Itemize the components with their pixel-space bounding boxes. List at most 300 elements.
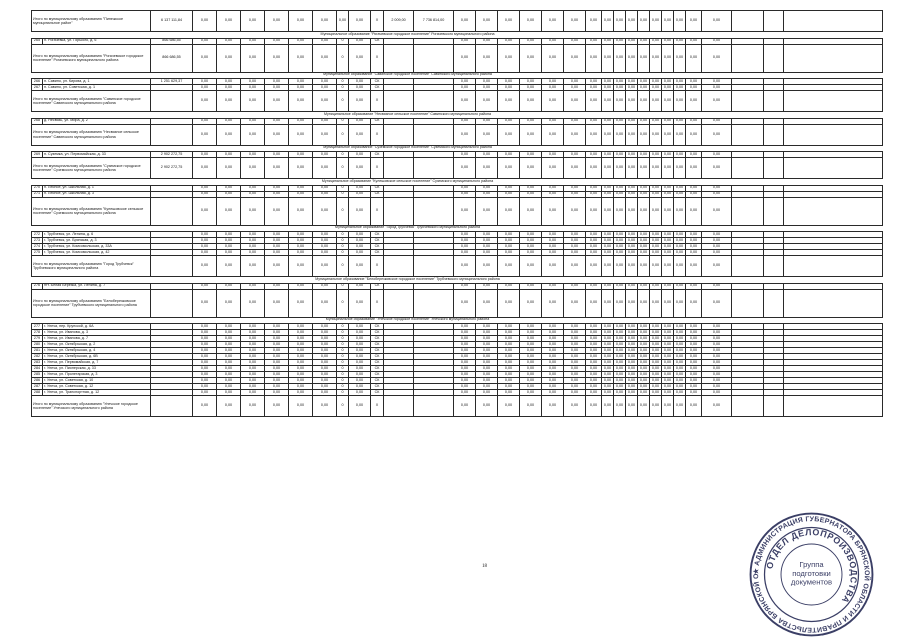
subtotal-value-cell: 0,00 [650,256,662,277]
subtotal-value-cell: 0,00 [289,289,313,317]
value-cell: 0,00 [241,330,265,336]
subtotal-value-cell [732,91,764,112]
value-cell: 0,00 [349,342,371,348]
value-cell: 0,00 [564,185,586,191]
value-cell: 0,00 [542,330,564,336]
subtotal-value-cell: 0,00 [520,197,542,225]
value-cell: 0,00 [265,348,289,354]
value-cell: 0,00 [476,354,498,360]
subtotal-value-cell: 0,00 [602,11,614,32]
value-cell: 0,00 [674,185,686,191]
value-cell: 0,00 [520,324,542,330]
value-cell: 0,00 [241,342,265,348]
value-cell: 0,00 [586,354,602,360]
subtotal-value-cell: 0,00 [586,289,602,317]
municipality-title: Муниципальное образование "Несвязное сельское поселение" Савинского муниципального района [32,112,784,119]
subtotal-value-cell [764,158,784,179]
subtotal-value-cell: 0,00 [586,256,602,277]
value-cell: 0,00 [602,354,614,360]
value-cell: 0,00 [454,366,476,372]
subtotal-value-cell: 0,00 [476,91,498,112]
row-number-cell: 269 [32,152,43,158]
value-cell: 0,00 [217,378,241,384]
value-cell: 0,00 [650,324,662,330]
address-cell: п. Суземка, ул. Первомайская, д. 33 [43,152,151,158]
value-cell: 0,00 [476,342,498,348]
value-cell: 0 [337,191,349,197]
value-cell: 0,00 [702,354,732,360]
value-cell: 0,00 [498,390,520,396]
value-cell: 0,00 [602,372,614,378]
subtotal-value-cell: 0,00 [454,11,476,32]
value-cell: 0,00 [650,244,662,250]
subtotal-value-cell: 0,00 [650,396,662,417]
subtotal-value-cell [151,396,193,417]
value-cell: 0,00 [564,372,586,378]
subtotal-label-cell: Итого по муниципальному образованию "Унечское городское поселение" Унечского муниципального района [32,396,151,417]
value-cell: 0,00 [586,360,602,366]
row-number-cell: 280 [32,342,43,348]
value-cell: 0,00 [674,152,686,158]
subtotal-value-cell: 0,00 [614,197,626,225]
value-cell: 0,00 [564,118,586,124]
value-cell: 0,00 [520,330,542,336]
value-cell: 0,00 [586,330,602,336]
value-cell: 0,00 [265,118,289,124]
subtotal-value-cell: 0,00 [674,289,686,317]
value-cell: 0,00 [217,152,241,158]
address-cell: пгт. Белая Березка, ул. Ленина, д. 7 [43,283,151,289]
value-cell: 0,00 [564,360,586,366]
subtotal-value-cell: 0,00 [564,91,586,112]
value-cell: 0,00 [313,185,337,191]
subtotal-value-cell [384,396,414,417]
value-cell: 0,00 [702,324,732,330]
subtotal-value-cell: 0,00 [476,256,498,277]
value-cell: 0,00 [686,191,702,197]
value-cell: 0,00 [498,191,520,197]
subtotal-value-cell [784,91,883,112]
value-cell: 0,00 [289,324,313,330]
value-cell: 0,00 [602,152,614,158]
subtotal-value-cell [764,396,784,417]
value-cell: 0,00 [614,348,626,354]
value-cell: 0,00 [626,378,638,384]
value-cell: 0,00 [498,238,520,244]
value-cell: 0,00 [454,250,476,256]
subtotal-value-cell [784,44,883,72]
value-cell: 0,00 [602,85,614,91]
value-cell: 0,00 [686,238,702,244]
address-cell: п. Лесное, ул. Школьная, д. 3 [43,191,151,197]
value-cell: 0,00 [193,390,217,396]
value-cell: 0,00 [454,232,476,238]
subtotal-value-cell: 0,00 [217,124,241,145]
value-cell: 0,00 [602,79,614,85]
subtotal-value-cell [414,158,454,179]
subtotal-value-cell: 0,00 [674,256,686,277]
value-cell: 0,00 [313,85,337,91]
value-cell: 0,00 [454,330,476,336]
value-cell: 0,00 [454,324,476,330]
value-cell: 0,00 [686,152,702,158]
value-cell: 0,00 [476,336,498,342]
value-cell: 0,00 [193,85,217,91]
value-cell: 0,00 [638,118,650,124]
subtotal-value-cell: 0,00 [289,44,313,72]
municipality-title: Муниципальное образование "Город Трубчевск" Трубчевского муниципального района [32,225,784,232]
value-cell: 0,00 [520,191,542,197]
address-cell: г. Унеча, ул. Советская, д. 10 [43,378,151,384]
value-cell: 0,00 [702,118,732,124]
subtotal-value-cell: 0,00 [702,158,732,179]
subtotal-label-cell: Итого по муниципальному образованию "Рогачевское городское поселение" Рогачевского муниципального района [32,44,151,72]
value-cell: СК [371,152,384,158]
value-cell: 0,00 [602,336,614,342]
value-cell: 0,00 [686,354,702,360]
value-cell: 0,00 [614,185,626,191]
value-cell: 0,00 [662,283,674,289]
value-cell: 0,00 [674,390,686,396]
value-cell: 0,00 [626,191,638,197]
value-cell: 0,00 [289,348,313,354]
subtotal-value-cell: 0,00 [265,396,289,417]
subtotal-value-cell: 0,00 [586,197,602,225]
value-cell: 0,00 [686,378,702,384]
value-cell: 0,00 [614,38,626,44]
row-number-cell: 279 [32,336,43,342]
municipality-title: Муниципальное образование "Савинское городское поселение" Савинского муниципального района [32,72,784,79]
value-cell: 0,00 [217,244,241,250]
value-cell: 0,00 [650,372,662,378]
value-cell: 0 [337,360,349,366]
value-cell: 0,00 [638,324,650,330]
subtotal-value-cell: 0,00 [454,124,476,145]
value-cell: 0,00 [476,250,498,256]
subtotal-value-cell: 0,00 [686,11,702,32]
value-cell: 0,00 [686,118,702,124]
value-cell: 0,00 [265,378,289,384]
value-cell: 0,00 [313,232,337,238]
value-cell: 0,00 [265,191,289,197]
value-cell: 0,00 [602,342,614,348]
value-cell: 0 [337,354,349,360]
value-cell: 0,00 [626,185,638,191]
value-cell: 0,00 [542,118,564,124]
value-cell: 0,00 [520,152,542,158]
value-cell: 0,00 [626,390,638,396]
svg-text:ОТДЕЛ ДЕЛОПРОИЗВОДСТВА: ОТДЕЛ ДЕЛОПРОИЗВОДСТВА [764,526,859,606]
address-cell: г. Унеча, ул. Транспортная, д. 12 [43,390,151,396]
subtotal-value-cell: 0,00 [498,197,520,225]
value-cell: 0,00 [265,250,289,256]
value-cell: 0,00 [313,360,337,366]
value-cell: 0,00 [313,79,337,85]
value-cell: 0,00 [638,330,650,336]
value-cell: 0 [337,366,349,372]
value-cell: СК [371,191,384,197]
subtotal-value-cell [414,124,454,145]
value-cell: 0,00 [614,324,626,330]
value-cell: 0,00 [476,191,498,197]
value-cell: 0,00 [476,85,498,91]
value-cell: 0,00 [662,79,674,85]
value-cell: 0,00 [289,152,313,158]
value-cell: 0 [337,244,349,250]
subtotal-value-cell: 0,00 [193,124,217,145]
row-number-cell: 281 [32,348,43,354]
value-cell: 0,00 [614,336,626,342]
value-cell: 0,00 [476,330,498,336]
value-cell: 0,00 [686,390,702,396]
value-cell: СК [371,250,384,256]
value-cell: 0,00 [542,283,564,289]
value-cell: 0,00 [454,384,476,390]
value-cell: 0,00 [674,85,686,91]
value-cell: 0,00 [602,384,614,390]
value-cell: 0,00 [638,185,650,191]
subtotal-value-cell: 0,00 [626,256,638,277]
value-cell: 0,00 [702,191,732,197]
subtotal-value-cell: 0,00 [241,11,265,32]
value-cell: 0,00 [686,85,702,91]
value-cell: 0,00 [686,366,702,372]
value-cell: 0,00 [614,244,626,250]
value-cell: 0,00 [241,118,265,124]
subtotal-value-cell: 0,00 [638,158,650,179]
value-cell: 0,00 [289,118,313,124]
value-cell: 0,00 [313,238,337,244]
value-cell: 0,00 [542,152,564,158]
value-cell: 0,00 [193,191,217,197]
subtotal-value-cell: 0,00 [702,91,732,112]
value-cell: 0,00 [542,336,564,342]
value-cell: 0 [337,232,349,238]
value-cell: 0,00 [349,324,371,330]
subtotal-value-cell: 2 902 272,75 [151,158,193,179]
subtotal-value-cell: 0,00 [662,197,674,225]
row-number-cell: 285 [32,372,43,378]
value-cell: 0,00 [454,118,476,124]
value-cell: 0,00 [520,85,542,91]
value-cell: СК [371,185,384,191]
subtotal-value-cell: X [371,158,384,179]
subtotal-value-cell: 0,00 [542,158,564,179]
value-cell: 0,00 [289,79,313,85]
value-cell: 0,00 [662,330,674,336]
value-cell: 0,00 [638,191,650,197]
value-cell: 0,00 [564,378,586,384]
subtotal-value-cell: 0,00 [650,124,662,145]
value-cell: 1 251 629,37 [151,79,193,85]
value-cell: 0 [337,250,349,256]
value-cell: 0,00 [217,38,241,44]
value-cell: 0,00 [542,250,564,256]
value-cell: 0,00 [289,38,313,44]
subtotal-value-cell [732,158,764,179]
subtotal-value-cell: 0,00 [586,124,602,145]
value-cell: 0,00 [265,366,289,372]
value-cell: 0,00 [686,250,702,256]
value-cell: 0,00 [349,38,371,44]
subtotal-value-cell: 0,00 [520,396,542,417]
value-cell: 0,00 [614,330,626,336]
subtotal-value-cell: 0,00 [498,396,520,417]
value-cell: 0,00 [476,283,498,289]
value-cell: СК [371,324,384,330]
subtotal-value-cell: 0,00 [686,91,702,112]
value-cell: 0,00 [564,152,586,158]
row-number-cell: 287 [32,384,43,390]
value-cell: 0,00 [662,244,674,250]
value-cell: 0,00 [476,348,498,354]
value-cell: 0,00 [662,191,674,197]
subtotal-value-cell: 0,00 [265,124,289,145]
subtotal-value-cell: 0,00 [217,289,241,317]
subtotal-value-cell [384,91,414,112]
value-cell: 0,00 [454,38,476,44]
subtotal-value-cell: 0,00 [602,91,614,112]
value-cell: 0,00 [476,244,498,250]
value-cell: 0,00 [586,185,602,191]
value-cell: 0,00 [586,348,602,354]
subtotal-value-cell: 0 [337,124,349,145]
subtotal-value-cell: 0,00 [313,91,337,112]
value-cell: 0,00 [289,244,313,250]
value-cell: 0,00 [564,390,586,396]
subtotal-value-cell: 0,00 [674,197,686,225]
value-cell: 0,00 [265,330,289,336]
value-cell: 0,00 [626,354,638,360]
value-cell: 0,00 [702,378,732,384]
value-cell: 0,00 [349,152,371,158]
value-cell: 0,00 [626,342,638,348]
subtotal-value-cell: 0,00 [564,11,586,32]
row-number-cell: 267 [32,85,43,91]
value-cell: 0,00 [313,38,337,44]
subtotal-value-cell: X [371,91,384,112]
value-cell: 0,00 [476,390,498,396]
subtotal-value-cell: 0,00 [313,289,337,317]
subtotal-value-cell: 0,00 [265,197,289,225]
value-cell: 0,00 [520,354,542,360]
subtotal-value-cell: 0,00 [638,289,650,317]
municipality-title: Муниципальное образование "Суземское городское поселение" Суземского муниципального района [32,145,784,152]
subtotal-value-cell: 0,00 [520,256,542,277]
subtotal-value-cell: 0,00 [241,396,265,417]
value-cell: 0,00 [289,191,313,197]
row-number-cell: 286 [32,378,43,384]
subtotal-value-cell [384,256,414,277]
subtotal-value-cell [414,91,454,112]
subtotal-value-cell [732,124,764,145]
subtotal-value-cell: 0,00 [193,158,217,179]
subtotal-value-cell: 0,00 [313,44,337,72]
subtotal-value-cell [732,256,764,277]
subtotal-value-cell: 0,00 [265,256,289,277]
value-cell: 0,00 [265,354,289,360]
value-cell: 0,00 [289,232,313,238]
subtotal-value-cell [784,124,883,145]
value-cell: 0,00 [564,354,586,360]
value-cell: 0,00 [702,152,732,158]
value-cell: 0,00 [193,38,217,44]
value-cell: 0,00 [265,152,289,158]
value-cell: 0,00 [626,324,638,330]
value-cell: 0,00 [520,250,542,256]
subtotal-value-cell [784,11,883,32]
subtotal-value-cell: 0,00 [638,124,650,145]
subtotal-value-cell: 0,00 [454,158,476,179]
value-cell: 0,00 [542,366,564,372]
value-cell: СК [371,232,384,238]
subtotal-value-cell [784,197,883,225]
subtotal-value-cell: 0,00 [337,11,349,32]
value-cell: 0 [337,283,349,289]
address-cell: г. Трубчевск, ул. Ленина, д. 6 [43,232,151,238]
address-cell: п. Савино, ул. Кирова, д. 1 [43,79,151,85]
value-cell: 0,00 [289,85,313,91]
subtotal-value-cell: 0,00 [313,158,337,179]
subtotal-value-cell: 0,00 [476,396,498,417]
value-cell: 0,00 [498,250,520,256]
subtotal-value-cell: 0,00 [349,197,371,225]
value-cell: 0,00 [520,185,542,191]
value-cell: 0,00 [686,283,702,289]
value-cell: 0,00 [674,354,686,360]
value-cell: 0,00 [614,232,626,238]
value-cell: 0,00 [476,372,498,378]
value-cell: 0,00 [289,283,313,289]
value-cell: 0,00 [349,185,371,191]
subtotal-label-cell: Итого по муниципальному образованию "Кулешовское сельское поселение" Суземского муниципального района [32,197,151,225]
value-cell: 0,00 [702,336,732,342]
value-cell: 0,00 [586,244,602,250]
value-cell: 0,00 [564,384,586,390]
value-cell: 0,00 [602,378,614,384]
subtotal-value-cell: 866 686,55 [151,44,193,72]
value-cell: 0,00 [454,360,476,366]
value-cell: 0,00 [498,38,520,44]
value-cell: 0,00 [265,79,289,85]
value-cell: 0,00 [674,366,686,372]
subtotal-value-cell [732,289,764,317]
value-cell: 0,00 [241,250,265,256]
value-cell: 0,00 [498,152,520,158]
subtotal-value-cell: 0,00 [638,197,650,225]
subtotal-value-cell [784,396,883,417]
subtotal-value-cell [414,44,454,72]
value-cell: 0,00 [602,324,614,330]
value-cell: 0,00 [614,378,626,384]
value-cell: 0,00 [602,360,614,366]
municipality-title: Муниципальное образование "Кулешовское сельское поселение" Суземского муниципального района [32,179,784,186]
subtotal-label-cell: Итого по муниципальному образованию "Город Трубчевск" Трубчевского муниципального района [32,256,151,277]
address-cell: п. Рогачевка, ул. Горького, д. 6 [43,38,151,44]
subtotal-value-cell: 0,00 [614,124,626,145]
subtotal-value-cell: 0,00 [638,396,650,417]
subtotal-value-cell: 0,00 [650,91,662,112]
subtotal-value-cell: 0,00 [313,11,337,32]
value-cell: 0,00 [349,118,371,124]
value-cell: 0,00 [313,283,337,289]
subtotal-value-cell [732,44,764,72]
value-cell: 0,00 [602,330,614,336]
value-cell: 0,00 [542,324,564,330]
value-cell: 0,00 [193,324,217,330]
value-cell: 0,00 [313,244,337,250]
value-cell: СК [371,354,384,360]
